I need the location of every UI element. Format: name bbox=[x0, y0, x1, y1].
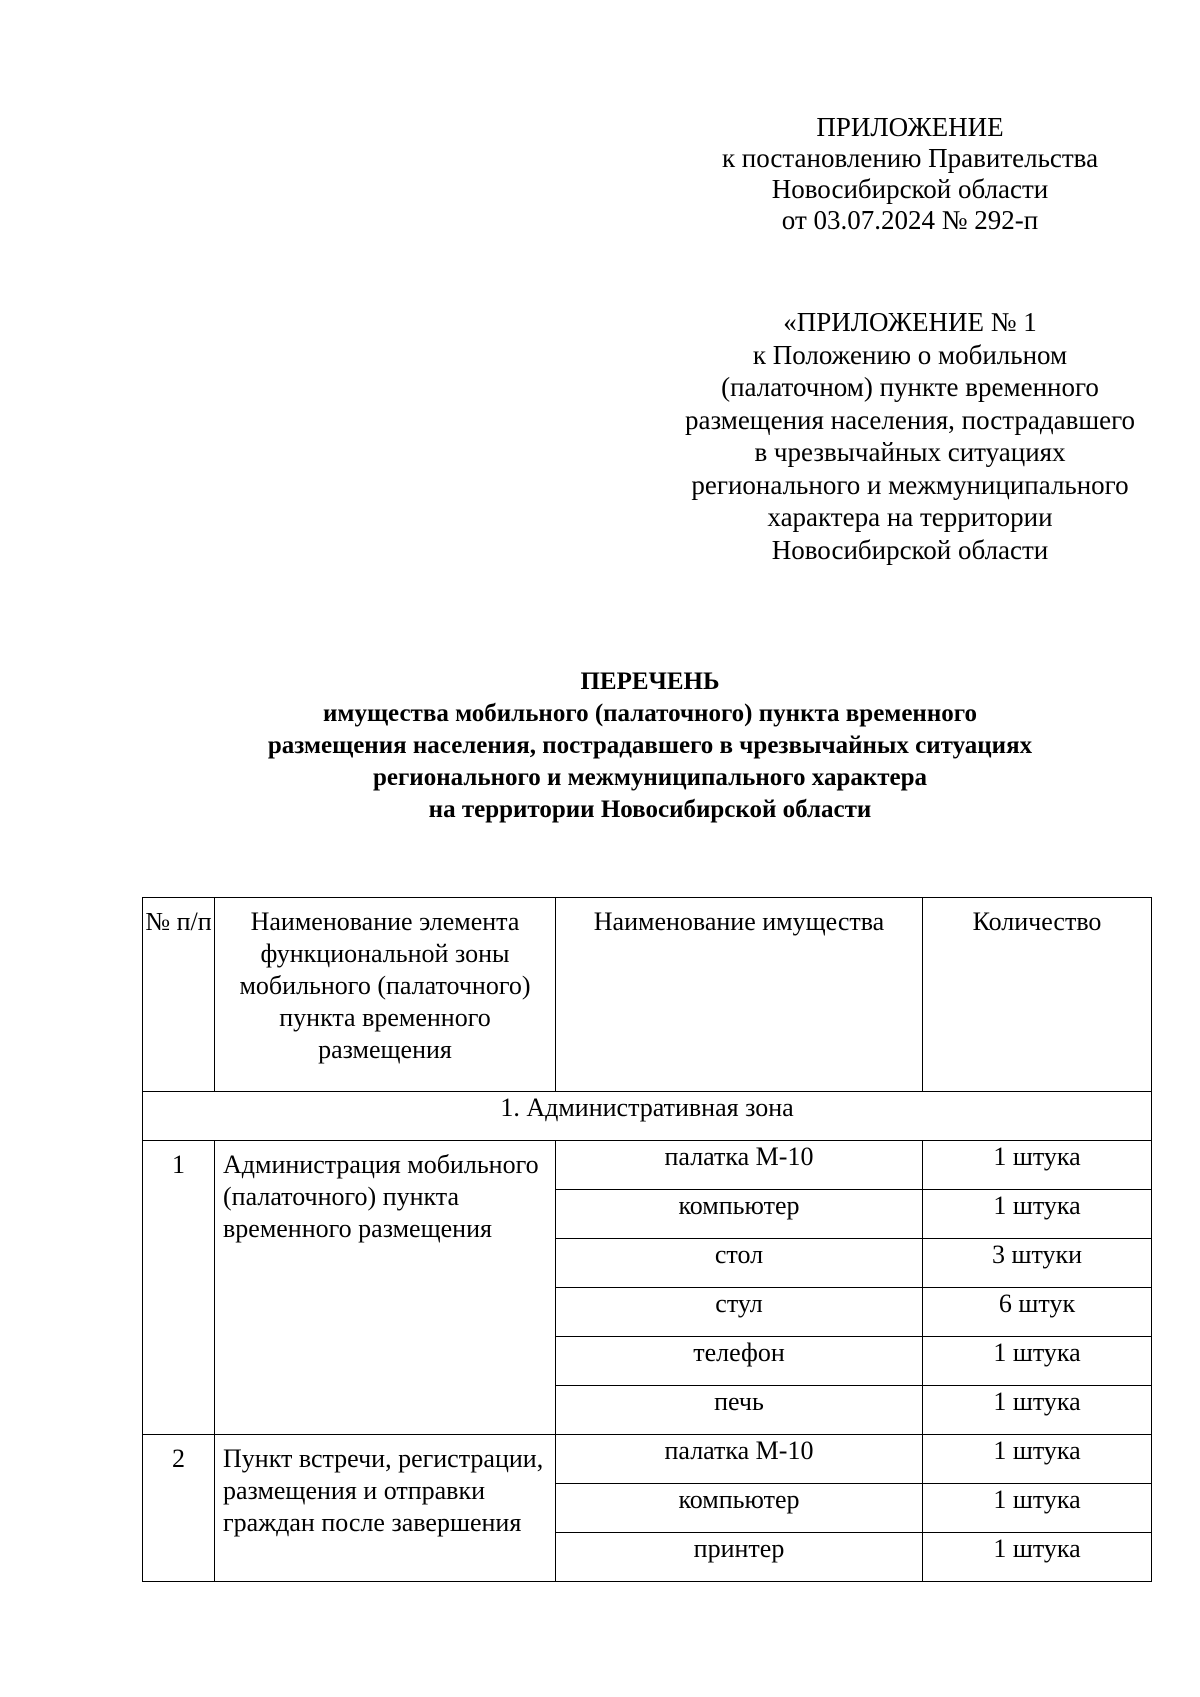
property-name: принтер bbox=[556, 1533, 923, 1582]
property-name: стул bbox=[556, 1288, 923, 1337]
table-row bbox=[143, 1141, 1152, 1190]
section-title: 1. Административная зона bbox=[143, 1092, 1152, 1141]
property-quantity: 1 штука bbox=[923, 1386, 1152, 1435]
section-row bbox=[143, 1092, 1152, 1141]
subheader-line: размещения населения, пострадавшего bbox=[684, 404, 1136, 435]
row-number: 2 bbox=[143, 1435, 215, 1582]
property-name: компьютер bbox=[556, 1190, 923, 1239]
header-line: к постановлению Правительства bbox=[721, 143, 1099, 173]
property-name: палатка М-10 bbox=[556, 1141, 923, 1190]
property-quantity: 1 штука bbox=[923, 1337, 1152, 1386]
table-header-row bbox=[143, 898, 1152, 1092]
element-name: Пункт встречи, регистрации, размещения и отправки граждан после завершения bbox=[215, 1435, 556, 1582]
title-line: на территории Новосибирской области bbox=[428, 796, 872, 823]
title-line: размещения населения, пострадавшего в чрезвычайных ситуациях bbox=[267, 732, 1033, 759]
subheader-line: регионального и межмуниципального bbox=[691, 469, 1129, 500]
header-line: от 03.07.2024 № 292-п bbox=[781, 205, 1039, 235]
header-num: № п/п bbox=[143, 898, 215, 1092]
appendix-header bbox=[700, 112, 1120, 236]
property-quantity: 6 штук bbox=[923, 1288, 1152, 1337]
row-number: 1 bbox=[143, 1141, 215, 1435]
subheader-line: к Положению о мобильном bbox=[752, 339, 1068, 370]
subheader-line: (палаточном) пункте временного bbox=[721, 372, 1099, 402]
inventory-table bbox=[142, 897, 1152, 1582]
subheader-line: Новосибирской области bbox=[771, 534, 1049, 565]
title-line: имущества мобильного (палаточного) пункта временного bbox=[323, 700, 977, 727]
property-name: стол bbox=[556, 1239, 923, 1288]
appendix-subheader bbox=[650, 306, 1170, 566]
property-name: палатка М-10 bbox=[556, 1435, 923, 1484]
header-property: Наименование имущества bbox=[556, 898, 923, 1092]
header-line: Новосибирской области bbox=[771, 174, 1049, 204]
property-quantity: 1 штука bbox=[923, 1533, 1152, 1582]
property-quantity: 1 штука bbox=[923, 1435, 1152, 1484]
header-quantity: Количество bbox=[923, 898, 1152, 1092]
property-name: компьютер bbox=[556, 1484, 923, 1533]
property-name: печь bbox=[556, 1386, 923, 1435]
subheader-line: в чрезвычайных ситуациях bbox=[754, 437, 1066, 467]
header-line: ПРИЛОЖЕНИЕ bbox=[816, 112, 1004, 142]
document-title bbox=[130, 666, 1170, 826]
header-element: Наименование элемента функциональной зоны мобильного (палаточного) пункта временного размещения bbox=[215, 898, 556, 1092]
property-quantity: 1 штука bbox=[923, 1484, 1152, 1533]
element-name: Администрация мобильного (палаточного) пункта временного размещения bbox=[215, 1141, 556, 1435]
subheader-line: «ПРИЛОЖЕНИЕ № 1 bbox=[783, 307, 1037, 337]
subheader-line: характера на территории bbox=[767, 502, 1053, 532]
property-quantity: 1 штука bbox=[923, 1190, 1152, 1239]
property-quantity: 1 штука bbox=[923, 1141, 1152, 1190]
property-name: телефон bbox=[556, 1337, 923, 1386]
title-line: ПЕРЕЧЕНЬ bbox=[580, 668, 720, 695]
table-row bbox=[143, 1435, 1152, 1484]
title-line: регионального и межмуниципального характера bbox=[372, 764, 928, 791]
property-quantity: 3 штуки bbox=[923, 1239, 1152, 1288]
